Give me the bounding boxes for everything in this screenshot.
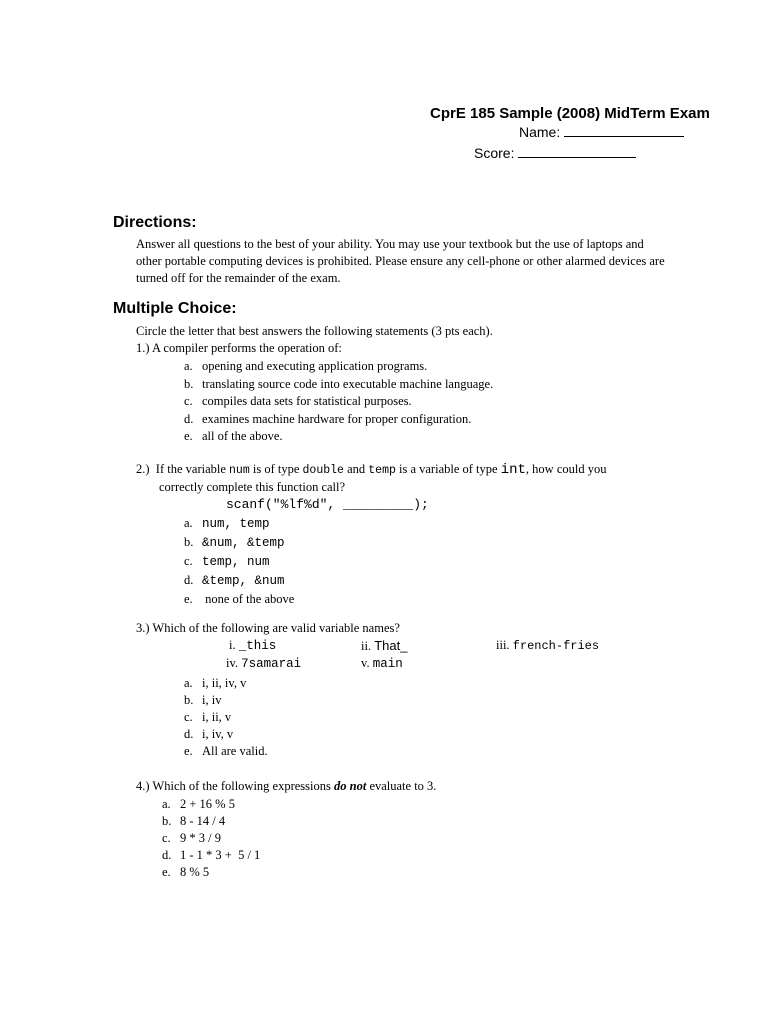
q2-stem-line2: correctly complete this function call? <box>159 480 346 494</box>
q3-name-ii <box>361 638 407 654</box>
option-text: opening and executing application programs. <box>202 359 428 373</box>
name-blank <box>564 124 684 137</box>
q4-emphasis: do not <box>334 779 367 793</box>
option-letter: e. <box>162 865 171 879</box>
q2-text: If the variable <box>155 462 230 476</box>
q2-text: , how could you <box>525 462 607 476</box>
option-text: &num, &temp <box>202 536 285 550</box>
option-letter: c. <box>184 394 193 408</box>
q2-text: and <box>343 462 369 476</box>
q2-option <box>184 533 294 552</box>
option-text: 9 * 3 / 9 <box>180 831 221 845</box>
code-temp: temp <box>368 464 396 477</box>
q1-option <box>184 411 493 429</box>
option-text: examines machine hardware for proper configuration. <box>202 411 472 426</box>
option-text: compiles data sets for statistical purposes. <box>202 394 412 408</box>
option-text: i, iv, v <box>202 727 234 741</box>
q2-text: is a variable of type <box>395 462 501 476</box>
option-text: All are valid. <box>202 744 268 758</box>
q1-option <box>184 393 493 411</box>
q1-option <box>184 376 493 394</box>
q2-option <box>184 571 294 590</box>
option-text: 8 % 5 <box>180 865 210 879</box>
option-text: &temp, &num <box>202 574 285 588</box>
q2-option <box>184 590 294 608</box>
roman-numeral: ii. <box>361 639 372 653</box>
q3-option <box>184 692 268 709</box>
q1-options <box>184 358 493 446</box>
q4-options <box>162 796 260 881</box>
q2-text: is of type <box>249 462 303 476</box>
option-letter: e. <box>184 744 193 758</box>
q4-text: 4.) Which of the following expressions <box>136 779 334 793</box>
option-letter: c. <box>184 554 193 568</box>
name-label: Name: <box>519 124 561 140</box>
option-text: i, ii, iv, v <box>202 676 247 690</box>
q4-stem <box>136 779 436 794</box>
q1-stem: 1.) A compiler performs the operation of: <box>136 341 342 355</box>
roman-numeral: iv. <box>226 656 239 670</box>
q4-option <box>162 830 260 847</box>
multiple-choice-heading: Multiple Choice: <box>113 300 237 317</box>
q3-option <box>184 709 268 726</box>
code-num: num <box>229 464 250 477</box>
variable-name: _this <box>238 639 277 653</box>
q4-text: evaluate to 3. <box>366 779 437 793</box>
directions-line: other portable computing devices is prohibited. Please ensure any cell-phone or other alarmed devices are <box>136 254 665 268</box>
q3-option <box>184 726 268 743</box>
option-letter: a. <box>162 797 171 811</box>
q2-options <box>184 514 294 608</box>
variable-name: main <box>372 657 403 671</box>
option-letter: b. <box>184 376 194 391</box>
option-text: none of the above <box>202 592 295 606</box>
option-letter: e. <box>184 429 193 443</box>
score-blank <box>518 145 636 158</box>
option-text: i, ii, v <box>202 710 232 724</box>
q2-option <box>184 514 294 533</box>
q2-code-line: scanf("%lf%d", _________); <box>226 497 429 512</box>
option-text: all of the above. <box>202 429 283 443</box>
q4-option <box>162 813 260 830</box>
variable-name: That_ <box>374 638 408 653</box>
q3-options <box>184 675 268 760</box>
option-letter: a. <box>184 359 193 373</box>
option-text: 2 + 16 % 5 <box>180 797 235 811</box>
q3-option <box>184 675 268 692</box>
mc-instructions: Circle the letter that best answers the following statements (3 pts each). <box>136 324 493 338</box>
q4-option <box>162 864 260 881</box>
option-text: 1 - 1 * 3 + 5 / 1 <box>180 848 261 862</box>
option-text: temp, num <box>202 555 270 569</box>
option-letter: a. <box>184 516 193 530</box>
option-text: i, iv <box>202 693 222 707</box>
q4-option <box>162 796 260 813</box>
q4-option <box>162 847 260 864</box>
option-letter: c. <box>184 710 193 724</box>
q3-option <box>184 743 268 760</box>
code-double: double <box>302 464 344 477</box>
option-text: 8 - 14 / 4 <box>180 814 226 828</box>
option-letter: b. <box>184 693 194 707</box>
q3-stem: 3.) Which of the following are valid variable names? <box>136 621 400 635</box>
score-field <box>474 145 636 161</box>
score-label: Score: <box>474 145 515 161</box>
variable-name: 7samarai <box>241 657 302 671</box>
q2-option <box>184 552 294 571</box>
option-letter: e. <box>184 592 193 606</box>
option-letter: b. <box>184 535 194 549</box>
directions-line: Answer all questions to the best of your ability. You may use your textbook but the use of laptops and <box>136 237 644 251</box>
q3-name-iv <box>226 656 301 671</box>
option-letter: d. <box>184 411 194 426</box>
directions-text <box>136 236 665 287</box>
q3-name-v <box>361 656 403 671</box>
option-letter: d. <box>184 727 194 741</box>
q2-number: 2.) <box>136 462 150 476</box>
variable-name: french-fries <box>512 639 600 653</box>
q1-option <box>184 428 493 446</box>
directions-line: turned off for the remainder of the exam. <box>136 271 341 285</box>
q1-option <box>184 358 493 376</box>
option-letter: b. <box>162 814 172 828</box>
exam-title: CprE 185 Sample (2008) MidTerm Exam <box>430 105 710 122</box>
option-letter: a. <box>184 676 193 690</box>
roman-numeral: v. <box>361 656 370 670</box>
code-int: int <box>500 462 526 478</box>
roman-numeral: i. <box>229 638 236 652</box>
q2-stem <box>136 462 606 478</box>
option-letter: d. <box>162 848 172 862</box>
option-text: translating source code into executable machine language. <box>202 376 494 391</box>
name-field <box>519 124 684 140</box>
q3-name-i <box>229 638 276 653</box>
roman-numeral: iii. <box>496 638 510 652</box>
option-letter: c. <box>162 831 171 845</box>
option-text: num, temp <box>202 517 270 531</box>
q3-name-iii <box>496 638 599 653</box>
directions-heading: Directions: <box>113 214 197 231</box>
option-letter: d. <box>184 573 194 587</box>
